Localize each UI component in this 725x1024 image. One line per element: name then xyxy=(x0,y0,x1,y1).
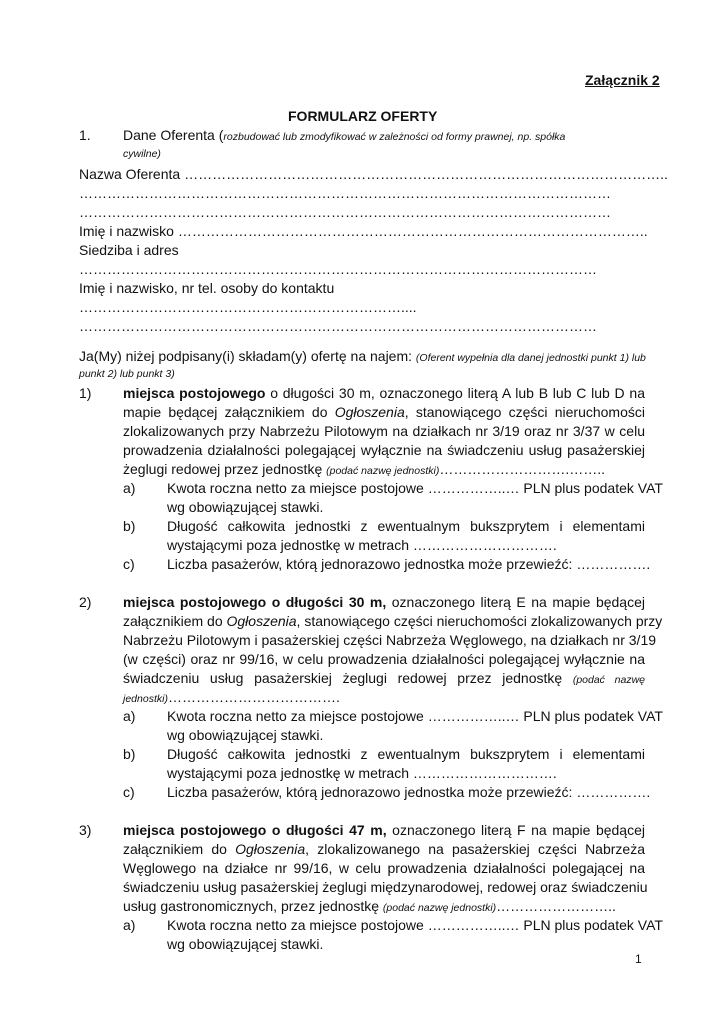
sub-letter: c) xyxy=(123,556,135,572)
item-number: 3) xyxy=(79,822,92,838)
item-line: miejsca postojowego o długości 30 m, oznaczonego literą E na mapie będącej xyxy=(123,594,645,610)
bidder-name-field: Nazwa Oferenta ………………………………………………………………………………………….. xyxy=(79,166,668,182)
item-line: miejsca postojowego o długości 47 m, oznaczonego literą F na mapie będącej xyxy=(123,822,645,838)
item-vessel-line: jednostki)………………………………. xyxy=(123,689,340,705)
item-vessel-line: żeglugi redowej przez jednostkę (podać nazwę jednostki)……………………….…….. xyxy=(123,461,606,477)
item-line: (w części) oraz nr 99/16, w celu prowadzenia działalności polegającej wyłącznie na xyxy=(123,651,645,667)
annex-label: Załącznik 2 xyxy=(585,72,660,88)
item-number: 1) xyxy=(79,385,92,401)
item-line: świadczeniu usług pasażerskiej żeglugi redowej przez jednostkę (podać nazwę xyxy=(123,670,645,686)
item-vessel-line: usług gastronomicznych, przez jednostkę (podać nazwę jednostki)…………………….. xyxy=(123,898,616,914)
bidder-name-dots-2: …………………………………………………………………………………………………… xyxy=(79,204,611,220)
item-line: załącznikiem do Ogłoszenia, zlokalizowanego na pasażerskiej części Nabrzeża xyxy=(123,841,645,857)
sub-letter: a) xyxy=(123,708,136,724)
contact-label: Imię i nazwisko, nr tel. osoby do kontaktu xyxy=(79,280,335,296)
sub-annual-fee: Kwota roczna netto za miejsce postojowe ……………..… PLN plus podatek VAT xyxy=(167,708,663,724)
sub-annual-fee-cont: wg obowiązującej stawki. xyxy=(167,499,324,515)
sub-length-cont: wystającymi poza jednostkę w metrach …………………………. xyxy=(167,765,557,781)
sub-annual-fee-cont: wg obowiązującej stawki. xyxy=(167,727,324,743)
seat-dots: ………………………………………………………………………………………………… xyxy=(79,261,597,277)
sub-annual-fee: Kwota roczna netto za miejsce postojowe ……………..… PLN plus podatek VAT xyxy=(167,480,663,496)
bidder-name-dots-1: …………………………………………………………………………………………………… xyxy=(79,185,611,201)
item-line: Nabrzeżu Pilotowym i pasażerskiej części Nabrzeża Węglowego, na działkach nr 3/19 xyxy=(123,632,657,648)
contact-dots-2: ………………………………………………………………………………………………… xyxy=(79,318,597,334)
sub-passengers: Liczba pasażerów, którą jednorazowo jednostka może przewieźć: ……………. xyxy=(167,556,651,572)
item-number: 2) xyxy=(79,594,92,610)
item-line: prowadzenia działalności polegającej wyłącznie na świadczeniu usług pasażerskiej xyxy=(123,442,645,458)
item-line: świadczeniu usług pasażerskiej żeglugi międzynarodowej, redowej oraz świadczeniu xyxy=(123,879,648,895)
sub-letter: b) xyxy=(123,518,136,534)
sub-letter: c) xyxy=(123,784,135,800)
item-line: mapie będącej załącznikiem do Ogłoszenia, stanowiącego części nieruchomości xyxy=(123,404,645,420)
person-name-field: Imię i nazwisko ……………………………………………………………………………………….. xyxy=(79,223,648,239)
page-number: 1 xyxy=(635,952,642,966)
seat-label: Siedziba i adres xyxy=(79,242,179,258)
declaration-note: punkt 2) lub punkt 3) xyxy=(79,368,175,380)
item-line: miejsca postojowego o długości 30 m, oznaczonego literą A lub B lub C lub D na xyxy=(123,385,645,401)
sub-length-cont: wystającymi poza jednostkę w metrach …………………………. xyxy=(167,537,557,553)
sub-letter: b) xyxy=(123,746,136,762)
sub-letter: a) xyxy=(123,480,136,496)
section-number: 1. xyxy=(79,127,91,143)
section-heading: Dane Oferenta (rozbudować lub zmodyfikować w zależności od formy prawnej, np. spółka xyxy=(123,127,566,143)
section-heading-note: cywilne) xyxy=(123,148,161,160)
sub-letter: a) xyxy=(123,917,136,933)
sub-passengers: Liczba pasażerów, którą jednorazowo jednostka może przewieźć: ……………. xyxy=(167,784,651,800)
item-line: Węglowego na działce nr 99/16, w celu prowadzenia działalności polegającej na xyxy=(123,860,645,876)
sub-length: Długość całkowita jednostki z ewentualnym bukszprytem i elementami xyxy=(167,746,645,762)
declaration: Ja(My) niżej podpisany(i) składam(y) ofertę na najem: (Oferent wypełnia dla danej jednostki punkt 1) lub xyxy=(79,348,646,364)
sub-annual-fee-cont: wg obowiązującej stawki. xyxy=(167,936,324,952)
contact-dots: …………………………………………………………….... xyxy=(79,299,417,315)
page-title: FORMULARZ OFERTY xyxy=(288,108,438,124)
item-line: załącznikiem do Ogłoszenia, stanowiącego części nieruchomości zlokalizowanych przy xyxy=(123,613,663,629)
sub-length: Długość całkowita jednostki z ewentualnym bukszprytem i elementami xyxy=(167,518,645,534)
sub-annual-fee: Kwota roczna netto za miejsce postojowe ……………..… PLN plus podatek VAT xyxy=(167,917,663,933)
item-line: zlokalizowanych przy Nabrzeżu Pilotowym na działkach nr 3/19 oraz nr 3/37 w celu xyxy=(123,423,645,439)
